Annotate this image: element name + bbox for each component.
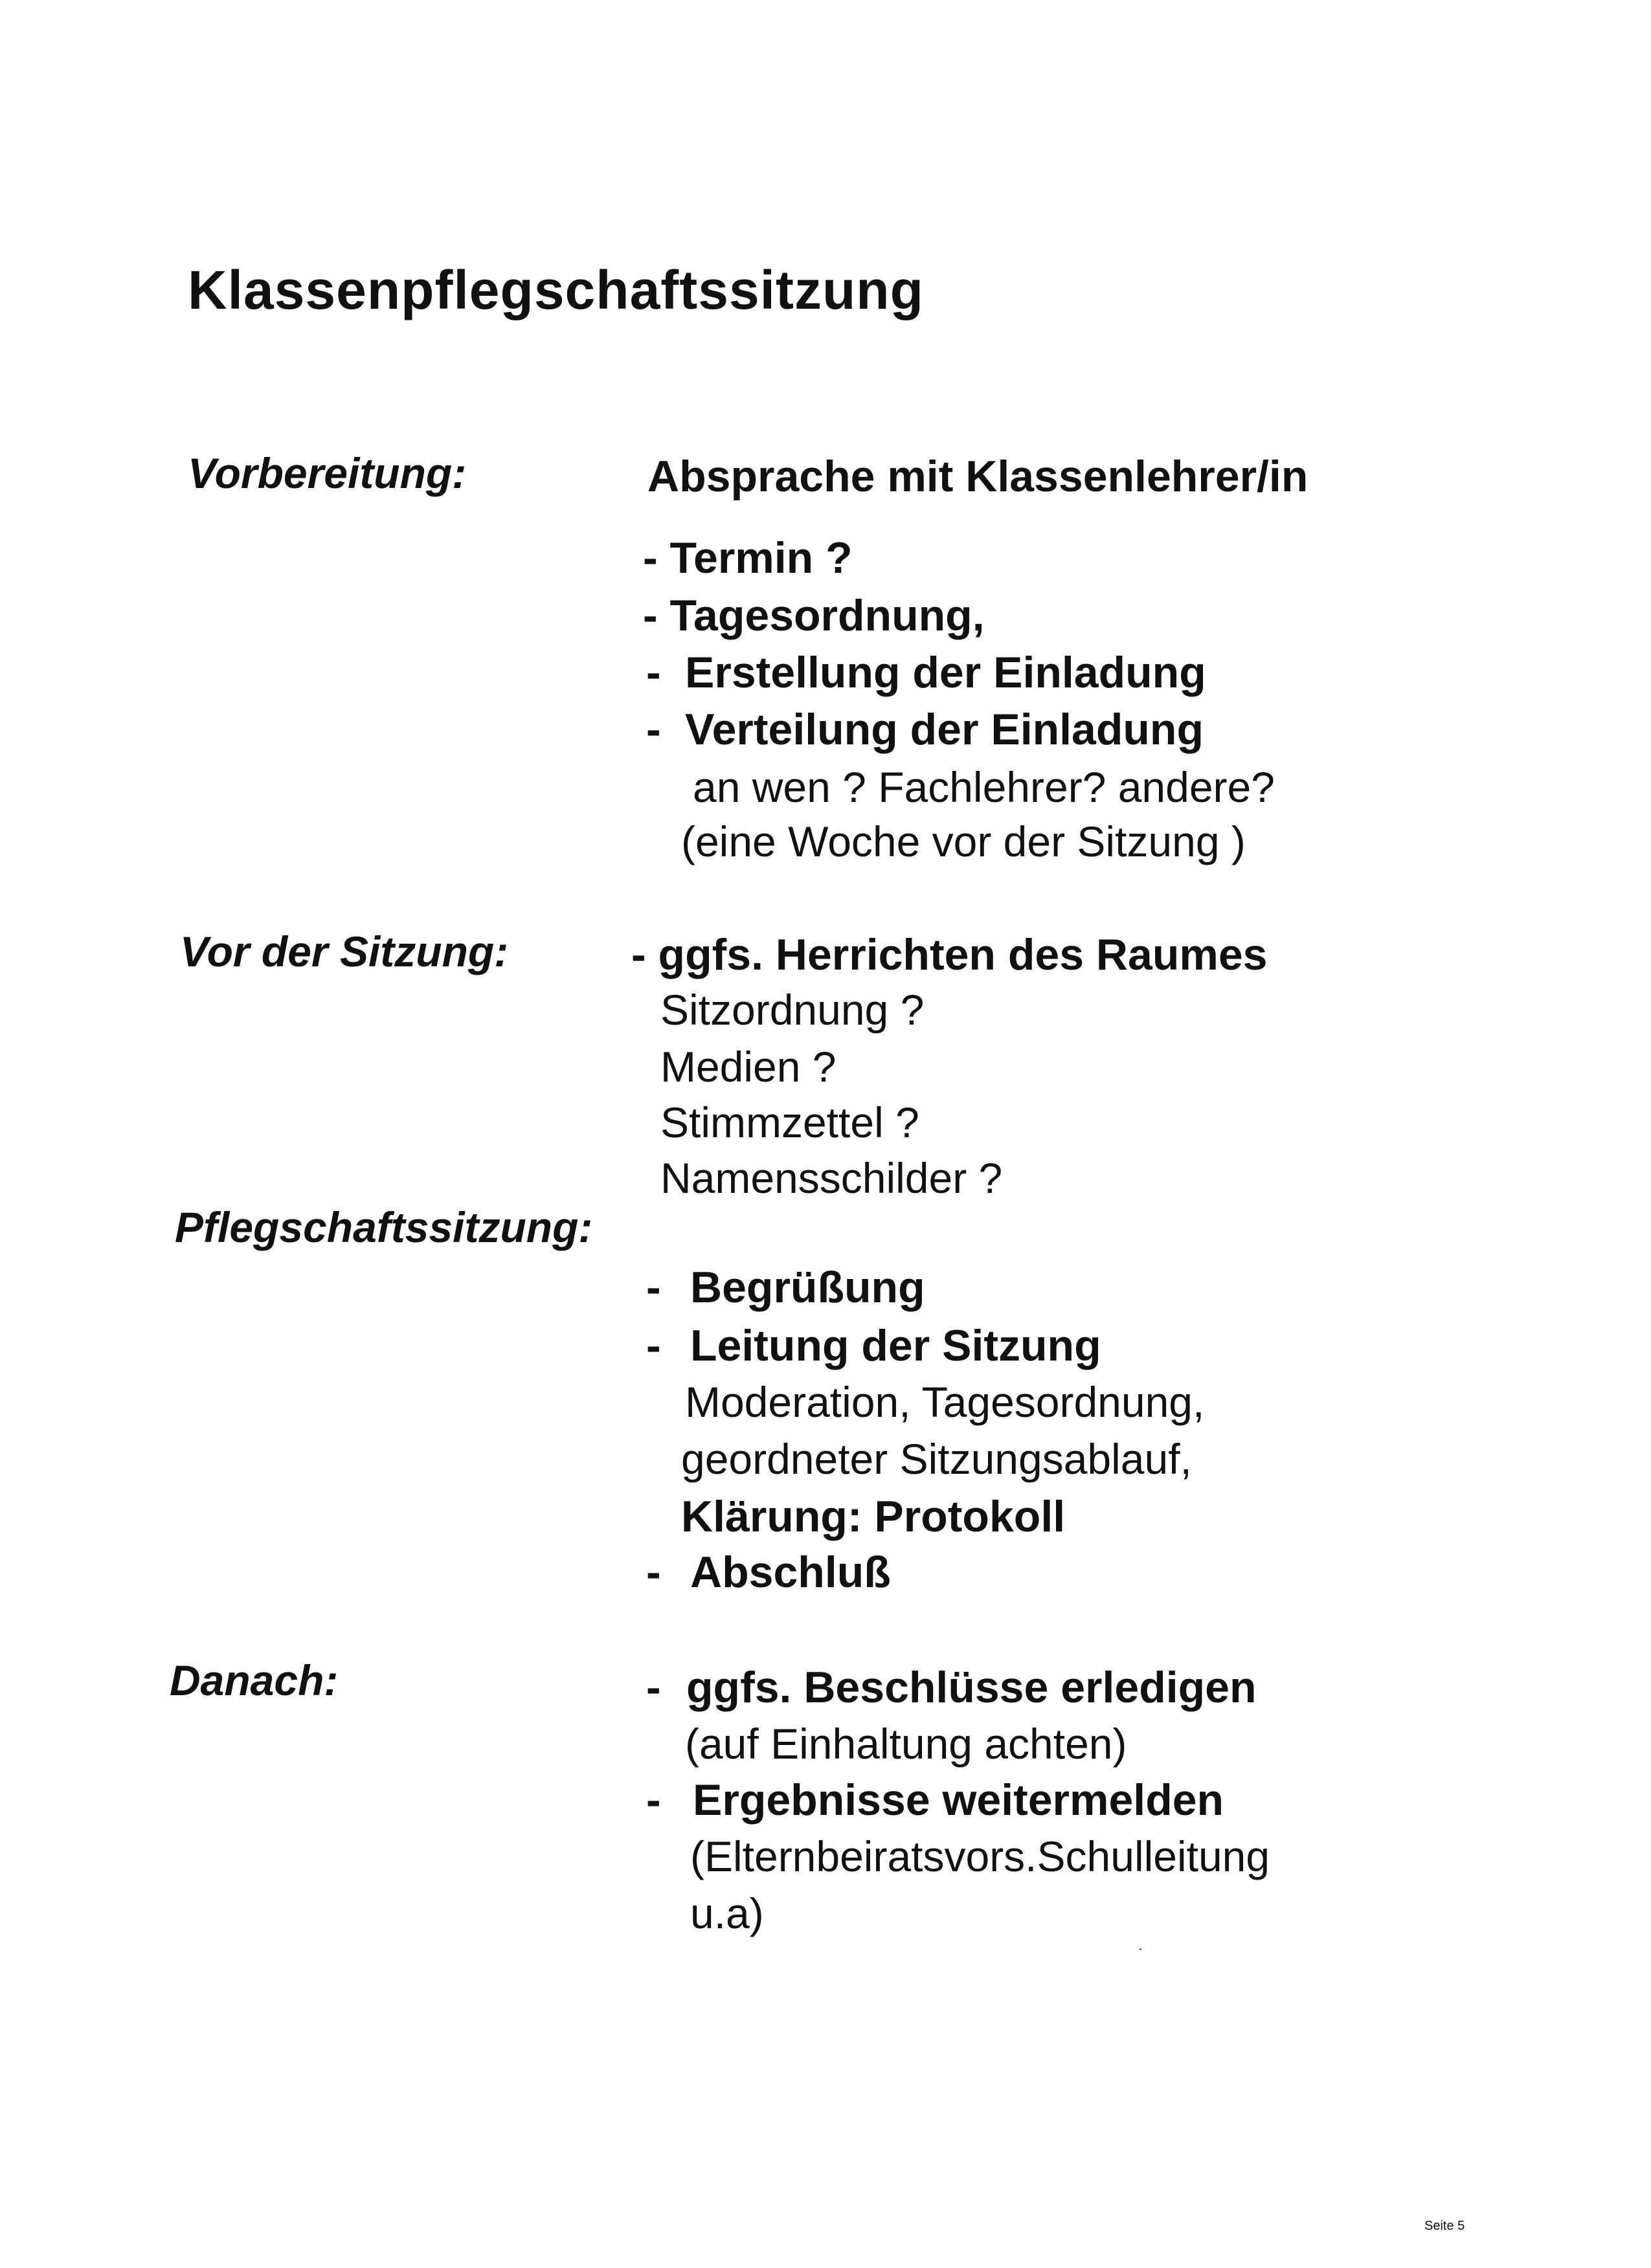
section-label-vorbereitung: Vorbereitung: (188, 449, 467, 497)
vor-der-sitzung-note-sitzordnung: Sitzordnung ? (660, 986, 925, 1034)
list-dash: - (646, 705, 661, 754)
pflegschaftssitzung-note-ablauf: geordneter Sitzungsablauf, (681, 1435, 1192, 1483)
danach-note-ua: u.a) (690, 1889, 764, 1937)
vorbereitung-item-termin: - Termin ? (643, 533, 853, 583)
vorbereitung-heading: Absprache mit Klassenlehrer/in (647, 452, 1308, 501)
pflegschaftssitzung-emphasis-protokoll: Klärung: Protokoll (681, 1492, 1066, 1541)
list-dash: - (646, 1775, 661, 1825)
list-dash: - (646, 1321, 661, 1370)
vorbereitung-item-tagesordnung: - Tagesordnung, (643, 591, 985, 640)
page-number: Seite 5 (1424, 2219, 1465, 2233)
vorbereitung-note-zeitpunkt: (eine Woche vor der Sitzung ) (681, 817, 1246, 865)
section-label-pflegschaftssitzung: Pflegschaftssitzung: (175, 1203, 593, 1251)
section-label-vor-der-sitzung: Vor der Sitzung: (180, 928, 509, 975)
page-title: Klassenpflegschaftssitzung (188, 260, 924, 320)
vor-der-sitzung-note-namensschilder: Namensschilder ? (660, 1154, 1003, 1202)
danach-item-ergebnisse: Ergebnisse weitermelden (693, 1775, 1224, 1825)
vor-der-sitzung-note-medien: Medien ? (660, 1043, 837, 1091)
list-dash: - (646, 1263, 661, 1312)
vorbereitung-item-verteilung: Verteilung der Einladung (685, 705, 1204, 754)
danach-note-empfaenger: (Elternbeiratsvors.Schulleitung (690, 1832, 1270, 1880)
section-label-danach: Danach: (170, 1656, 339, 1704)
pflegschaftssitzung-note-moderation: Moderation, Tagesordnung, (685, 1378, 1205, 1426)
list-dash: - (646, 648, 661, 697)
vor-der-sitzung-note-stimmzettel: Stimmzettel ? (660, 1098, 919, 1146)
vorbereitung-note-empfaenger: an wen ? Fachlehrer? andere? (693, 763, 1275, 811)
pflegschaftssitzung-item-abschluss: Abschluß (690, 1548, 891, 1597)
vor-der-sitzung-heading: - ggfs. Herrichten des Raumes (631, 930, 1268, 979)
pflegschaftssitzung-item-leitung: Leitung der Sitzung (690, 1321, 1101, 1370)
pflegschaftssitzung-item-begruessung: Begrüßung (690, 1263, 925, 1312)
list-dash: - (646, 1663, 661, 1712)
vorbereitung-item-erstellung: Erstellung der Einladung (685, 648, 1206, 697)
list-dash: - (646, 1548, 661, 1597)
danach-item-beschluesse: ggfs. Beschlüsse erledigen (686, 1663, 1257, 1712)
scan-speck (1140, 1948, 1141, 1950)
danach-note-einhaltung: (auf Einhaltung achten) (685, 1720, 1127, 1768)
